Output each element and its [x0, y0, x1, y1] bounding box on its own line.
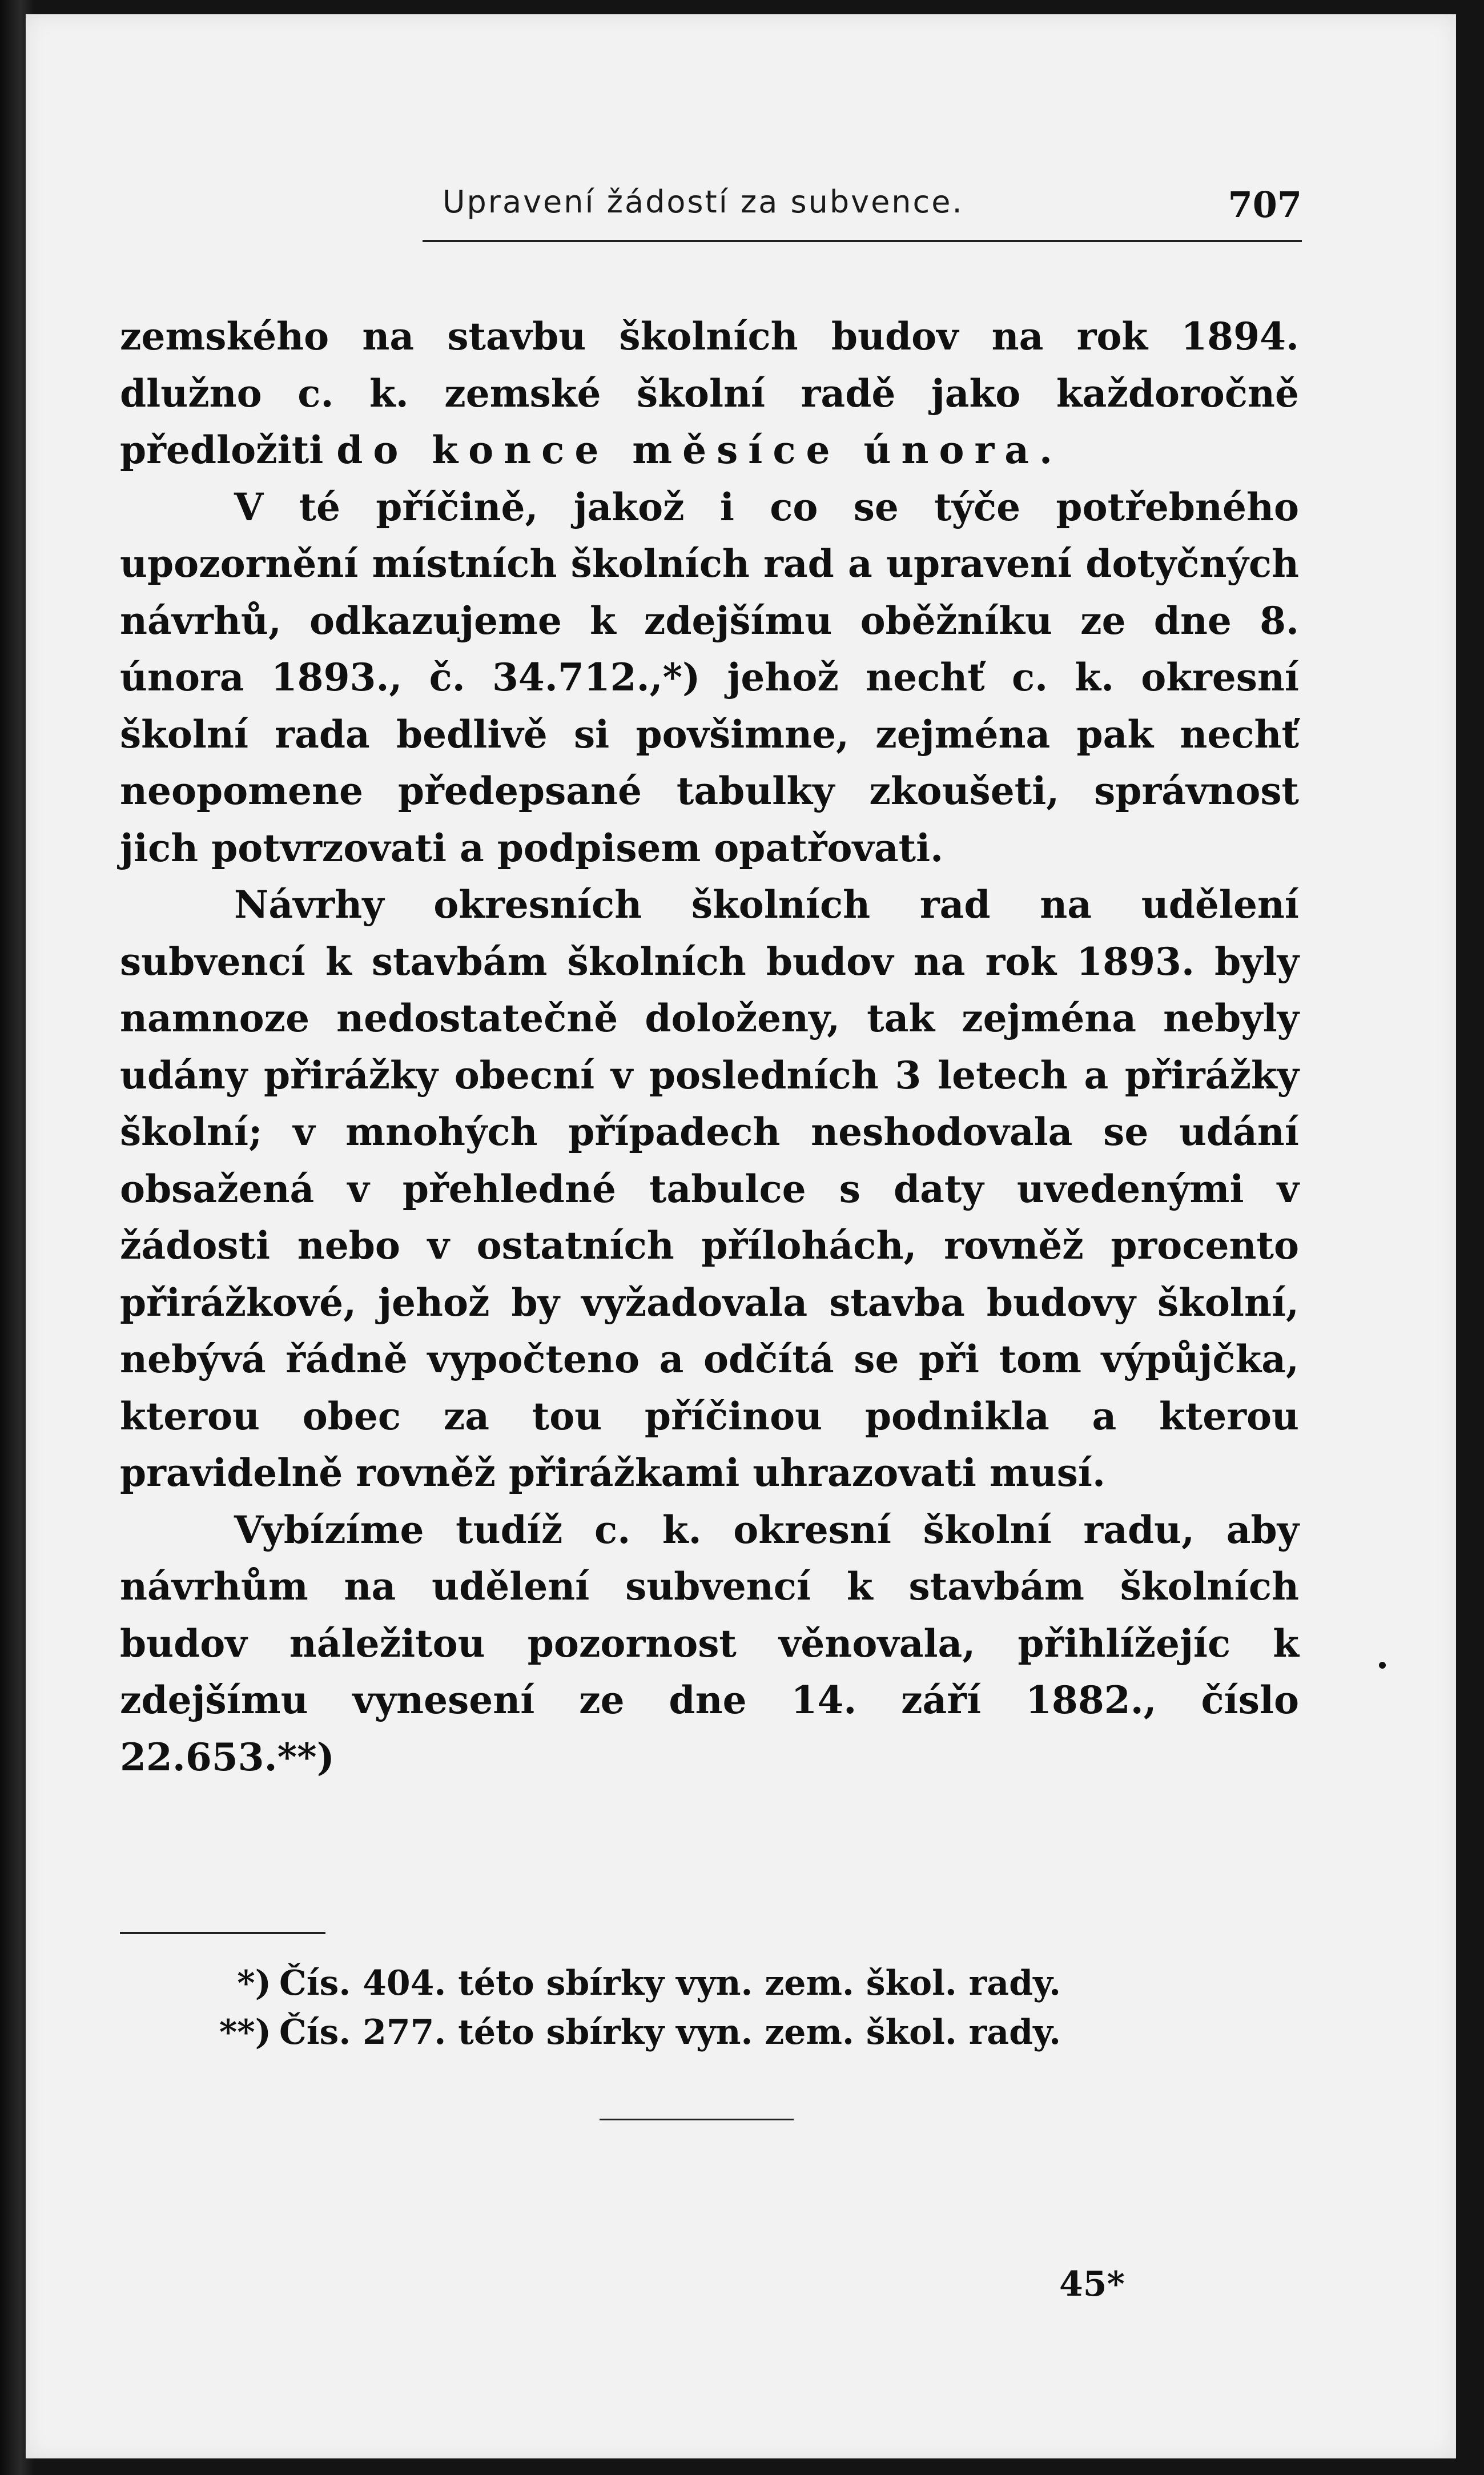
paragraph-4: Vybízíme tudíž c. k. okresní školní radu, aby návrhům na udělení subvencí k stavbám školních budov náležitou pozornost věnovala, přihlížejíc k zdejšímu vynesení ze dne 14. září 1882., číslo 22.653.**): [120, 1507, 1299, 1779]
paragraph-1-text: zemského na stavbu školních budov na rok 1894. dlužno c. k. zemské školní radě jako každoročně předložiti: [120, 314, 1299, 472]
paragraph-2: V té příčině, jakož i co se týče potřebného upozornění místních školních rad a upravení dotyčných návrhů, odkazujeme k zdejšímu oběžníku ze dne 8. února 1893., č. 34.712.,*) jehož nechť c. k. okresní školní rada bedlivě si povšimne, zejména pak nechť neopomene předepsané tabulky zkoušeti, správnost jich potvrzovati a podpisem opatřovati.: [120, 484, 1299, 870]
footnote-1: [171, 1959, 1256, 2008]
stray-dot: [1379, 1662, 1386, 1669]
footnote-2-marker: **): [219, 2012, 271, 2052]
end-rule: [600, 2119, 794, 2120]
header-rule: [423, 240, 1302, 242]
footnote-1-marker: *): [237, 1963, 271, 2003]
footnotes: [171, 1959, 1256, 2057]
footnote-rule: [120, 1932, 325, 1934]
page-number: 707: [1228, 184, 1302, 226]
emphasized-deadline: do konce měsíce února.: [336, 428, 1063, 472]
footnote-2-text: Čís. 277. této sbírky vyn. zem. škol. rady.: [279, 2012, 1061, 2052]
printer-signature-mark: 45*: [1059, 2264, 1125, 2304]
paragraph-3: Návrhy okresních školních rad na udělení subvencí k stavbám školních budov na rok 1893. byly namnoze nedostatečně doloženy, tak zejména nebyly udány přirážky obecní v posledních 3 letech a přirážky školní; v mnohých případech neshodovala se udání obsažená v přehledné tabulce s daty uvedenými v žádosti nebo v ostatních přílohách, rovněž procento přirážkové, jehož by vyžadovala stavba budovy školní, nebývá řádně vypočteno a odčítá se při tom výpůjčka, kterou obec za tou příčinou podnikla a kterou pravidelně rovněž přirážkami uhrazovati musí.: [120, 882, 1299, 1495]
running-header: [423, 184, 1302, 230]
footnote-2: [171, 2008, 1256, 2057]
paragraph-1: [120, 308, 1299, 479]
running-title: Upravení žádostí za subvence.: [443, 184, 964, 220]
footnote-1-text: Čís. 404. této sbírky vyn. zem. škol. rady.: [279, 1963, 1061, 2003]
main-text: [120, 308, 1299, 1786]
